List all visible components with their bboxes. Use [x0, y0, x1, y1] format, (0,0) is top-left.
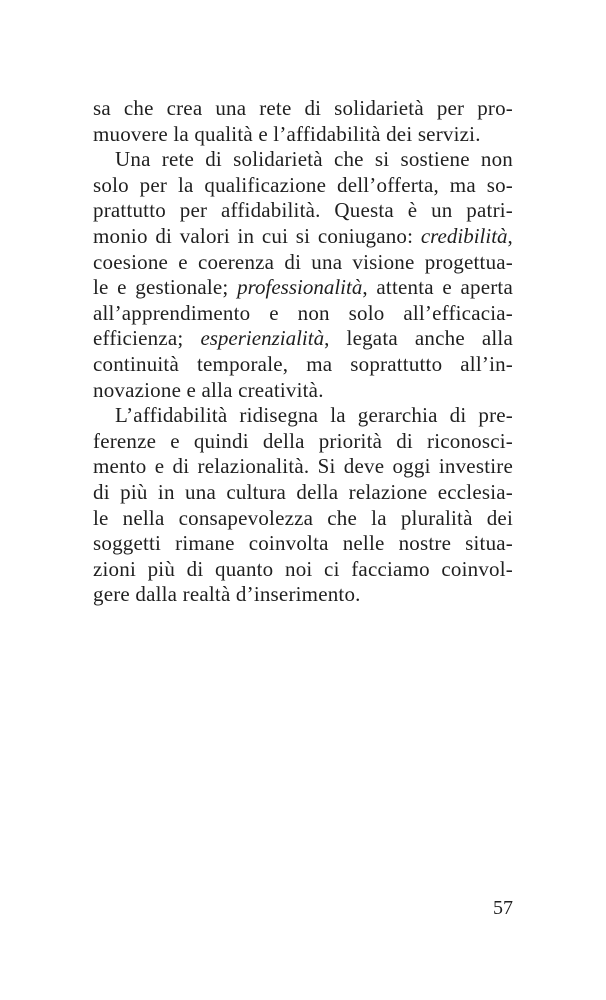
text-line [93, 275, 513, 301]
text-line [93, 429, 513, 455]
text-segment: soggetti rimane coinvolta nelle nostre situa- [93, 531, 513, 556]
text-line [93, 198, 513, 224]
text-segment: muovere la qualità e l’affidabilità dei servizi. [93, 121, 481, 146]
text-segment: sa che crea una rete di solidarietà per pro- [93, 96, 513, 120]
text-line [93, 147, 513, 173]
text-segment: ferenze e quindi della priorità di riconosci- [93, 428, 513, 453]
text-line [93, 531, 513, 557]
text-segment: monio di valori in cui si coniugano: [93, 223, 421, 248]
text-line [93, 582, 513, 608]
text-line [93, 326, 513, 352]
text-segment: mento e di relazionalità. Si deve oggi investire [93, 454, 513, 479]
text-segment: Una rete di solidarietà che si sostiene non [115, 147, 513, 172]
italic-text-segment: esperienzialità [200, 326, 325, 351]
text-line [93, 480, 513, 506]
text-segment: prattutto per affidabilità. Questa è un patri- [93, 198, 513, 223]
italic-text-segment: credibilità [420, 223, 508, 248]
text-segment: , attenta e aperta [362, 275, 513, 300]
text-segment: novazione e alla creatività. [93, 377, 324, 402]
text-line [93, 378, 513, 404]
text-line [93, 352, 513, 378]
text-segment: solo per la qualificazione dell’offerta, ma so- [93, 172, 513, 197]
text-line [93, 557, 513, 583]
text-segment: zioni più di quanto noi ci facciamo coinvol- [93, 556, 513, 581]
text-segment: coesione e coerenza di una visione progettua- [93, 249, 513, 274]
text-segment: continuità temporale, ma soprattutto all’in- [93, 351, 513, 376]
text-segment: le nella consapevolezza che la pluralità dei [93, 505, 513, 530]
page-number: 57 [493, 897, 513, 919]
text-line [93, 454, 513, 480]
text-segment: , [507, 223, 513, 248]
text-segment: di più in una cultura della relazione ecclesia- [93, 479, 513, 504]
text-line [93, 224, 513, 250]
text-segment: L’affidabilità ridisegna la gerarchia di pre- [115, 403, 513, 428]
text-segment: gere dalla realtà d’inserimento. [93, 582, 361, 607]
text-segment: all’apprendimento e non solo all’efficacia- [93, 300, 513, 325]
text-line [93, 301, 513, 327]
text-line [93, 250, 513, 276]
text-line [93, 96, 513, 122]
italic-text-segment: professionalità [237, 275, 363, 300]
text-line [93, 506, 513, 532]
text-line [93, 403, 513, 429]
text-line [93, 173, 513, 199]
text-segment: , legata anche alla [324, 326, 513, 351]
body-text-block [93, 96, 513, 608]
text-segment: le e gestionale; [93, 275, 238, 300]
text-line [93, 122, 513, 148]
text-segment: efficienza; [93, 326, 201, 351]
